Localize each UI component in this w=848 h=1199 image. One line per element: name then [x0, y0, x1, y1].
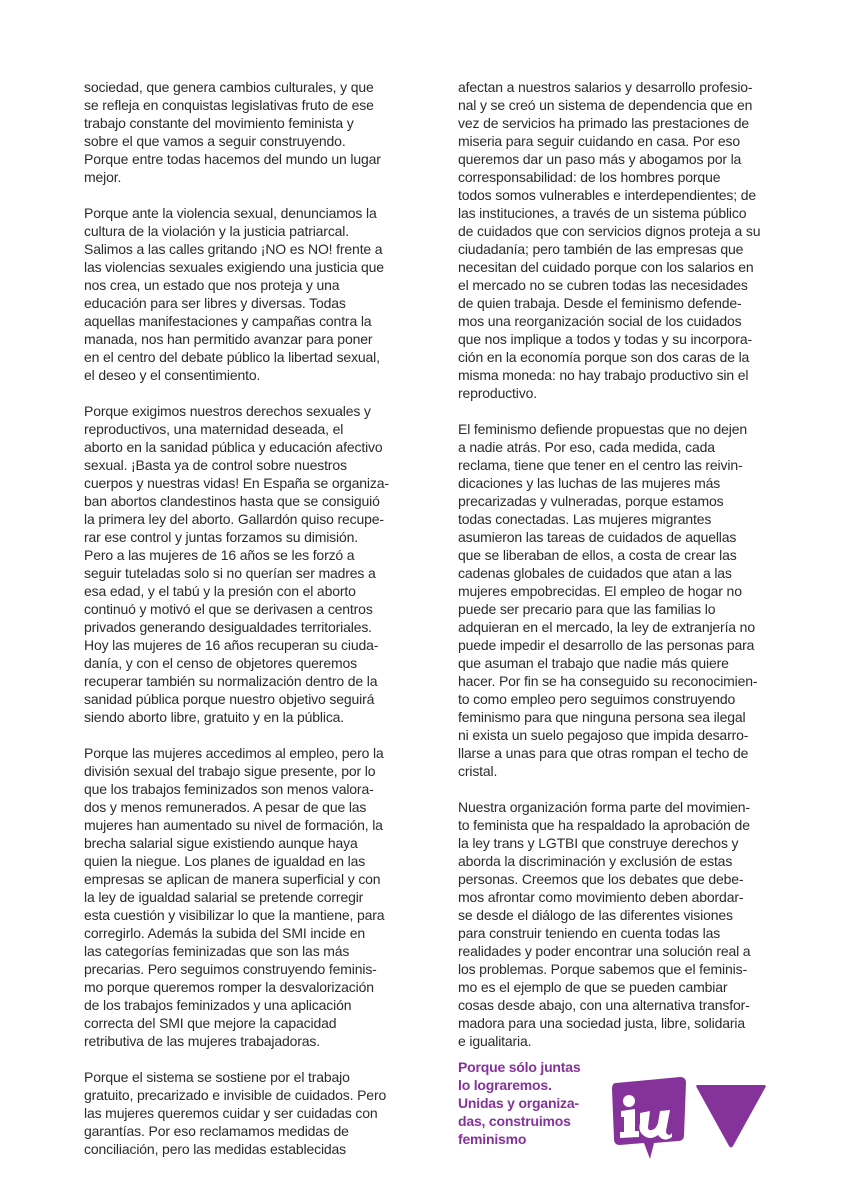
text-line: miseria para seguir cuidando en casa. Por eso	[458, 133, 740, 149]
paragraph	[458, 798, 776, 1050]
text-line: corregirlo. Además la subida del SMI incide en	[84, 925, 366, 941]
text-line: cuerpos y nuestras vidas! En España se organiza-	[84, 475, 389, 491]
text-line: la ley de igualdad salarial se pretende corregir	[84, 889, 364, 905]
text-line: misma moneda: no hay trabajo productivo sin el	[458, 367, 749, 383]
text-line: afectan a nuestros salarios y desarrollo profesio-	[458, 79, 753, 95]
text-line: de cuidados que con servicios dignos proteja a su	[458, 223, 761, 239]
text-line: Nuestra organización forma parte del movimien-	[458, 799, 750, 815]
text-line: personas. Creemos que los debates que debe-	[458, 871, 744, 887]
text-line: aborto en la sanidad pública y educación afectivo	[84, 439, 383, 455]
text-line: las mujeres queremos cuidar y ser cuidadas con	[84, 1105, 378, 1121]
text-line: realidades y poder encontrar una solución real a	[458, 943, 751, 959]
text-line: cultura de la violación y la justicia patriarcal.	[84, 223, 350, 239]
text-line: los problemas. Porque sabemos que el feminis-	[458, 961, 747, 977]
text-line: todos somos vulnerables e interdependientes; de	[458, 187, 757, 203]
text-line: que se liberaban de ellos, a costa de crear las	[458, 547, 737, 563]
paragraph	[458, 78, 776, 402]
text-line: reclama, tiene que tener en el centro las reivin-	[458, 457, 743, 473]
text-line: queremos dar un paso más y abogamos por la	[458, 151, 742, 167]
text-line: las violencias sexuales exigiendo una justicia que	[84, 259, 384, 275]
text-line: corresponsabilidad: de los hombres porque	[458, 169, 721, 185]
text-line: trabajo constante del movimiento feminista y	[84, 115, 354, 131]
paragraph	[458, 420, 776, 780]
text-line: mos una reorganización social de los cuidados	[458, 313, 742, 329]
text-line: cosas desde abajo, con una alternativa transfor-	[458, 997, 750, 1013]
inverted-triangle-logo-icon	[695, 1083, 767, 1149]
text-line: a nadie atrás. Por eso, cada medida, cada	[458, 439, 715, 455]
text-line: puede impedir el desarrollo de las personas para	[458, 637, 755, 653]
text-line: feminismo para que ninguna persona sea ilegal	[458, 709, 746, 725]
text-line: to como empleo pero seguimos construyendo	[458, 691, 736, 707]
paragraph	[84, 402, 402, 726]
text-line: mejor.	[84, 169, 122, 185]
text-line: aquellas manifestaciones y campañas contra la	[84, 313, 372, 329]
text-line: vez de servicios ha primado las prestaciones de	[458, 115, 749, 131]
text-line: mujeres empobrecidas. El empleo de hogar no	[458, 583, 742, 599]
text-line: ción en la economía porque son dos caras de la	[458, 349, 750, 365]
text-line: mo porque queremos romper la desvalorización	[84, 979, 374, 995]
text-line: mos afrontar como movimiento deben abordar-	[458, 889, 744, 905]
text-line: precarias. Pero seguimos construyendo feminis-	[84, 961, 377, 977]
text-line: cristal.	[458, 763, 498, 779]
text-line: recuperar también su normalización dentro de la	[84, 673, 378, 689]
text-line: sociedad, que genera cambios culturales, y que	[84, 79, 374, 95]
text-line: se refleja en conquistas legislativas fruto de ese	[84, 97, 374, 113]
text-line: Porque entre todas hacemos del mundo un lugar	[84, 151, 381, 167]
text-line: las instituciones, a través de un sistema público	[458, 205, 747, 221]
text-line: la ley trans y LGTBI que construye derechos y	[458, 835, 739, 851]
text-line: reproductivos, una maternidad deseada, el	[84, 421, 344, 437]
paragraph	[84, 78, 402, 186]
text-line: esta cuestión y visibilizar lo que la mantiene, para	[84, 907, 385, 923]
text-line: rar ese control y juntas forzamos su dimisión.	[84, 529, 358, 545]
text-line: llarse a unas para que otras rompan el techo de	[458, 745, 749, 761]
text-line: las categorías feminizadas que son las más	[84, 943, 350, 959]
text-line: aborda la discriminación y exclusión de estas	[458, 853, 733, 869]
slogan-line: das, construimos	[458, 1113, 571, 1129]
text-line: El feminismo defiende propuestas que no dejen	[458, 421, 748, 437]
paragraph	[84, 204, 402, 384]
text-line: correcta del SMI que mejore la capacidad	[84, 1015, 337, 1031]
text-line: reproductivo.	[458, 385, 537, 401]
text-line: privados generando desigualdades territoriales.	[84, 619, 372, 635]
paragraph	[84, 1068, 402, 1158]
text-line: división sexual del trabajo sigue presente, por lo	[84, 763, 376, 779]
left-column	[84, 78, 402, 1176]
text-line: seguir tuteladas solo si no querían ser madres a	[84, 565, 376, 581]
slogan-line: Unidas y organiza-	[458, 1095, 579, 1111]
paragraph	[84, 744, 402, 1050]
text-line: danía, y con el censo de objetores queremos	[84, 655, 357, 671]
text-line: esa edad, y el tabú y la presión con el aborto	[84, 583, 356, 599]
text-line: Hoy las mujeres de 16 años recuperan su ciuda-	[84, 637, 379, 653]
text-line: dicaciones y las luchas de las mujeres más	[458, 475, 721, 491]
text-line: Porque las mujeres accedimos al empleo, pero la	[84, 745, 384, 761]
slogan-line: lo lograremos.	[458, 1077, 552, 1093]
text-line: sobre el que vamos a seguir construyendo.	[84, 133, 346, 149]
text-line: sexual. ¡Basta ya de control sobre nuestros	[84, 457, 347, 473]
text-line: de quien trabaja. Desde el feminismo defende-	[458, 295, 742, 311]
text-line: continuó y motivó el que se derivasen a centros	[84, 601, 373, 617]
text-line: adquieran en el mercado, la ley de extranjería no	[458, 619, 755, 635]
text-line: manada, nos han permitido avanzar para poner	[84, 331, 373, 347]
text-line: nal y se creó un sistema de dependencia que en	[458, 97, 753, 113]
text-line: la primera ley del aborto. Gallardón quiso recupe-	[84, 511, 384, 527]
text-line: to feminista que ha respaldado la aprobación de	[458, 817, 750, 833]
text-line: el deseo y el consentimiento.	[84, 367, 261, 383]
text-line: Porque ante la violencia sexual, denunciamos la	[84, 205, 377, 221]
text-line: ciudadanía; pero también de las empresas que	[458, 241, 744, 257]
text-line: cadenas globales de cuidados que atan a las	[458, 565, 732, 581]
text-line: en el centro del debate público la libertad sexual,	[84, 349, 380, 365]
text-line: retributiva de las mujeres trabajadoras.	[84, 1033, 321, 1049]
text-line: se desde el diálogo de las diferentes visiones	[458, 907, 733, 923]
text-line: Porque exigimos nuestros derechos sexuales y	[84, 403, 371, 419]
text-line: de los trabajos feminizados y una aplicación	[84, 997, 352, 1013]
text-line: puede ser precario para que las familias lo	[458, 601, 716, 617]
text-line: hacer. Por fin se ha conseguido su reconocimien-	[458, 673, 758, 689]
text-line: el mercado no se cubren todas las necesidades	[458, 277, 748, 293]
text-line: Salimos a las calles gritando ¡NO es NO! frente a	[84, 241, 383, 257]
text-line: quien la niegue. Los planes de igualdad en las	[84, 853, 366, 869]
text-line: educación para ser libres y diversas. Todas	[84, 295, 346, 311]
text-line: que nos implique a todos y todas y su incorpora-	[458, 331, 752, 347]
text-line: madora para una sociedad justa, libre, solidaria	[458, 1015, 745, 1031]
text-line: dos y menos remunerados. A pesar de que las	[84, 799, 367, 815]
text-line: precarizadas y vulneradas, porque estamos	[458, 493, 724, 509]
text-line: que los trabajos feminizados son menos valora-	[84, 781, 374, 797]
text-line: para construir teniendo en cuenta todas las	[458, 925, 721, 941]
text-line: garantías. Por eso reclamamos medidas de	[84, 1123, 349, 1139]
text-line: asumieron las tareas de cuidados de aquellas	[458, 529, 737, 545]
iu-speech-bubble-logo-icon	[610, 1075, 688, 1161]
closing-slogan	[458, 1058, 608, 1148]
text-line: Pero a las mujeres de 16 años se les forzó a	[84, 547, 355, 563]
text-line: sanidad pública porque nuestro objetivo seguirá	[84, 691, 375, 707]
text-line: brecha salarial sigue existiendo aunque haya	[84, 835, 358, 851]
text-line: mujeres han aumentado su nivel de formación, la	[84, 817, 383, 833]
text-line: ni exista un suelo pegajoso que impida desarro-	[458, 727, 749, 743]
text-line: empresas se aplican de manera superficial y con	[84, 871, 381, 887]
text-line: e igualitaria.	[458, 1033, 532, 1049]
text-line: mo es el ejemplo de que se pueden cambiar	[458, 979, 728, 995]
text-line: necesitan del cuidado porque con los salarios en	[458, 259, 754, 275]
text-line: que asuman el trabajo que nadie más quiere	[458, 655, 729, 671]
text-line: nos crea, un estado que nos proteja y una	[84, 277, 340, 293]
text-line: todas conectadas. Las mujeres migrantes	[458, 511, 712, 527]
text-line: ban abortos clandestinos hasta que se consiguió	[84, 493, 380, 509]
slogan-line: feminismo	[458, 1131, 527, 1147]
text-line: conciliación, pero las medidas establecidas	[84, 1141, 347, 1157]
slogan-line: Porque sólo juntas	[458, 1059, 581, 1075]
text-line: gratuito, precarizado e invisible de cuidados. Pero	[84, 1087, 387, 1103]
right-column	[458, 78, 776, 1068]
text-line: siendo aborto libre, gratuito y en la pública.	[84, 709, 345, 725]
logos	[610, 1075, 770, 1165]
text-line: Porque el sistema se sostiene por el trabajo	[84, 1069, 350, 1085]
